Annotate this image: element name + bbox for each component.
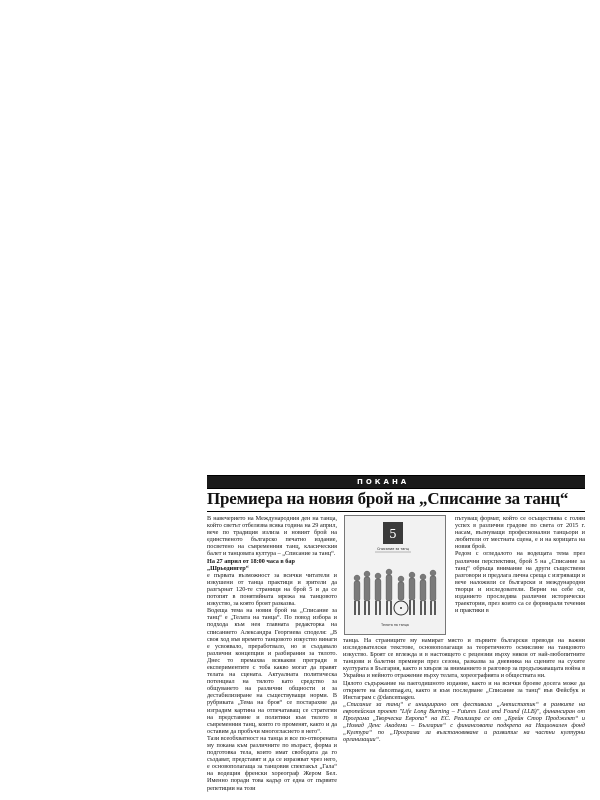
cover-masthead: Списание за танц [377, 547, 409, 551]
article-headline: Премиера на новия брой на „Списание за танц“ [207, 489, 569, 508]
body-paragraph: Водеща тема на новия брой на „Списание за танц“ е „Телата на танца“. По повод избора и подхода към нея главната редакторка на списанието Александра Георгиева споделя: „В своя ход във времето танцовото изкуство винаги е усвоявало, преработвало, но и създавало различни концепции и разбирания за тялото. Днес то премахва всякакви прегради в експериментите с тоба какво могат да правят телата на сцената. Актуалната политическа потенциал на тялото като средство за общуването на различни общности и за дестабилизиране на съществуващи норми. В рубриката „Тема на броя“ се постарахме да изградим картина на отпечатаващ се стратегии на представяне и политики към тялото в съвременния танц, които го променят, както и да оставим да пробъчи многогласието в него“. [207, 607, 337, 735]
headline-rule [207, 511, 585, 512]
section-banner [207, 475, 585, 489]
cover-caption: Телата на танца [381, 623, 409, 627]
body-paragraph: танца. На страниците му намирaт място и първите български преводи на важни изследователски текстове, основополагащи за теоретичното осмисляне на танцовото изкуство. Броят се вглежда и в настоящето с рецензии върху някои от най-любопитните танцови и балетни премиери през сезона, разказва за дневника на сцените на сухите културата в България, както и хвърля за вниманието в разговор за продължаващата война в Украйна и нейното отражение върху телата, хореографията и обществата ни. [343, 637, 585, 680]
body-paragraph: Цялото съдържание на паегодишното издание, както и на всички броеве досега може да откриете на dancemag.eu, както и към последване „Списание за танц“ във Фейсбук и Инстаграм с @dancemageu. [343, 679, 585, 701]
section-label: ПОКАНА [357, 478, 410, 486]
event-time: На 27 април от 18:00 часа в бар [207, 557, 295, 565]
intro-paragraph: В навечерието на Международния ден на танца, който светът отбелязва всяка година на 29 април, вече по традиция излиза и новият брой на единственото българско печатно издание, посветено на съвременния танц, класическия балет и танцовата култура – „Списание за танц“. [207, 515, 337, 558]
article-column-3 [455, 515, 585, 614]
cover-issue-number: 5 [389, 527, 397, 541]
article-column-wide [343, 637, 585, 743]
body-paragraph: пътуващ формат, който се осъществява с голям успех в различни градове по света от 2015 г. насам, вълнуващи професионални танцьори и любители от местната сцена, е и на корицата на новия брой. [455, 515, 585, 551]
body-paragraph: Редом с огледалото на водещата тема през различни перспективи, брой 5 на „Списание за танц“ обръща внимание на други съществени разговори и предлага лична среща с изгряващи и вече наложили се български и международни творци и изследователи. Верни на себе си, изданието проследява различни исторически траектории, през които са се формирали течения и практики в [455, 550, 585, 615]
article-column-1 [207, 515, 337, 792]
magazine-cover-image [344, 515, 446, 635]
event-venue: „Шрьодингер“ [207, 564, 249, 572]
credits-paragraph: „Списание за танц“ е инициирано от фестивала „Антистатик“ в рамките на европейския проект "Life Long Burning – Futures Lost and Found (LLB)", финансиран от Програма „Творческа Европа“ на ЕС. Реализира се от „Брейн Стор Проджект“ и „Номад Денс Академи – България“ с финансовата подкрепа на Национален фонд „Култура“ по „Програма за възстановяване и развитие на частни културни организации“. [343, 700, 585, 744]
newspaper-article [207, 475, 585, 795]
body-paragraph: е първата възможност за всички читатели и изкушени от танца практици и зрители да разгърнат 120-те страници на брой 5 и да се потопят в понятийната мрежа на танцовото изкуство, за която броят разказва. [207, 571, 337, 608]
body-paragraph: Тази всеобхватност на танца и все по-отворената му покана към различните по възраст, форма и подготовка тела, които имат свободата да го създават, представят и да се изразяват чрез него, е основополагаща за танцовия спектакъл „Гала“ на водещия френски хореограф Жером Бел. Именно поради това кадър от една от първите репетиции на този [207, 734, 337, 792]
cover-illustration [345, 516, 445, 634]
